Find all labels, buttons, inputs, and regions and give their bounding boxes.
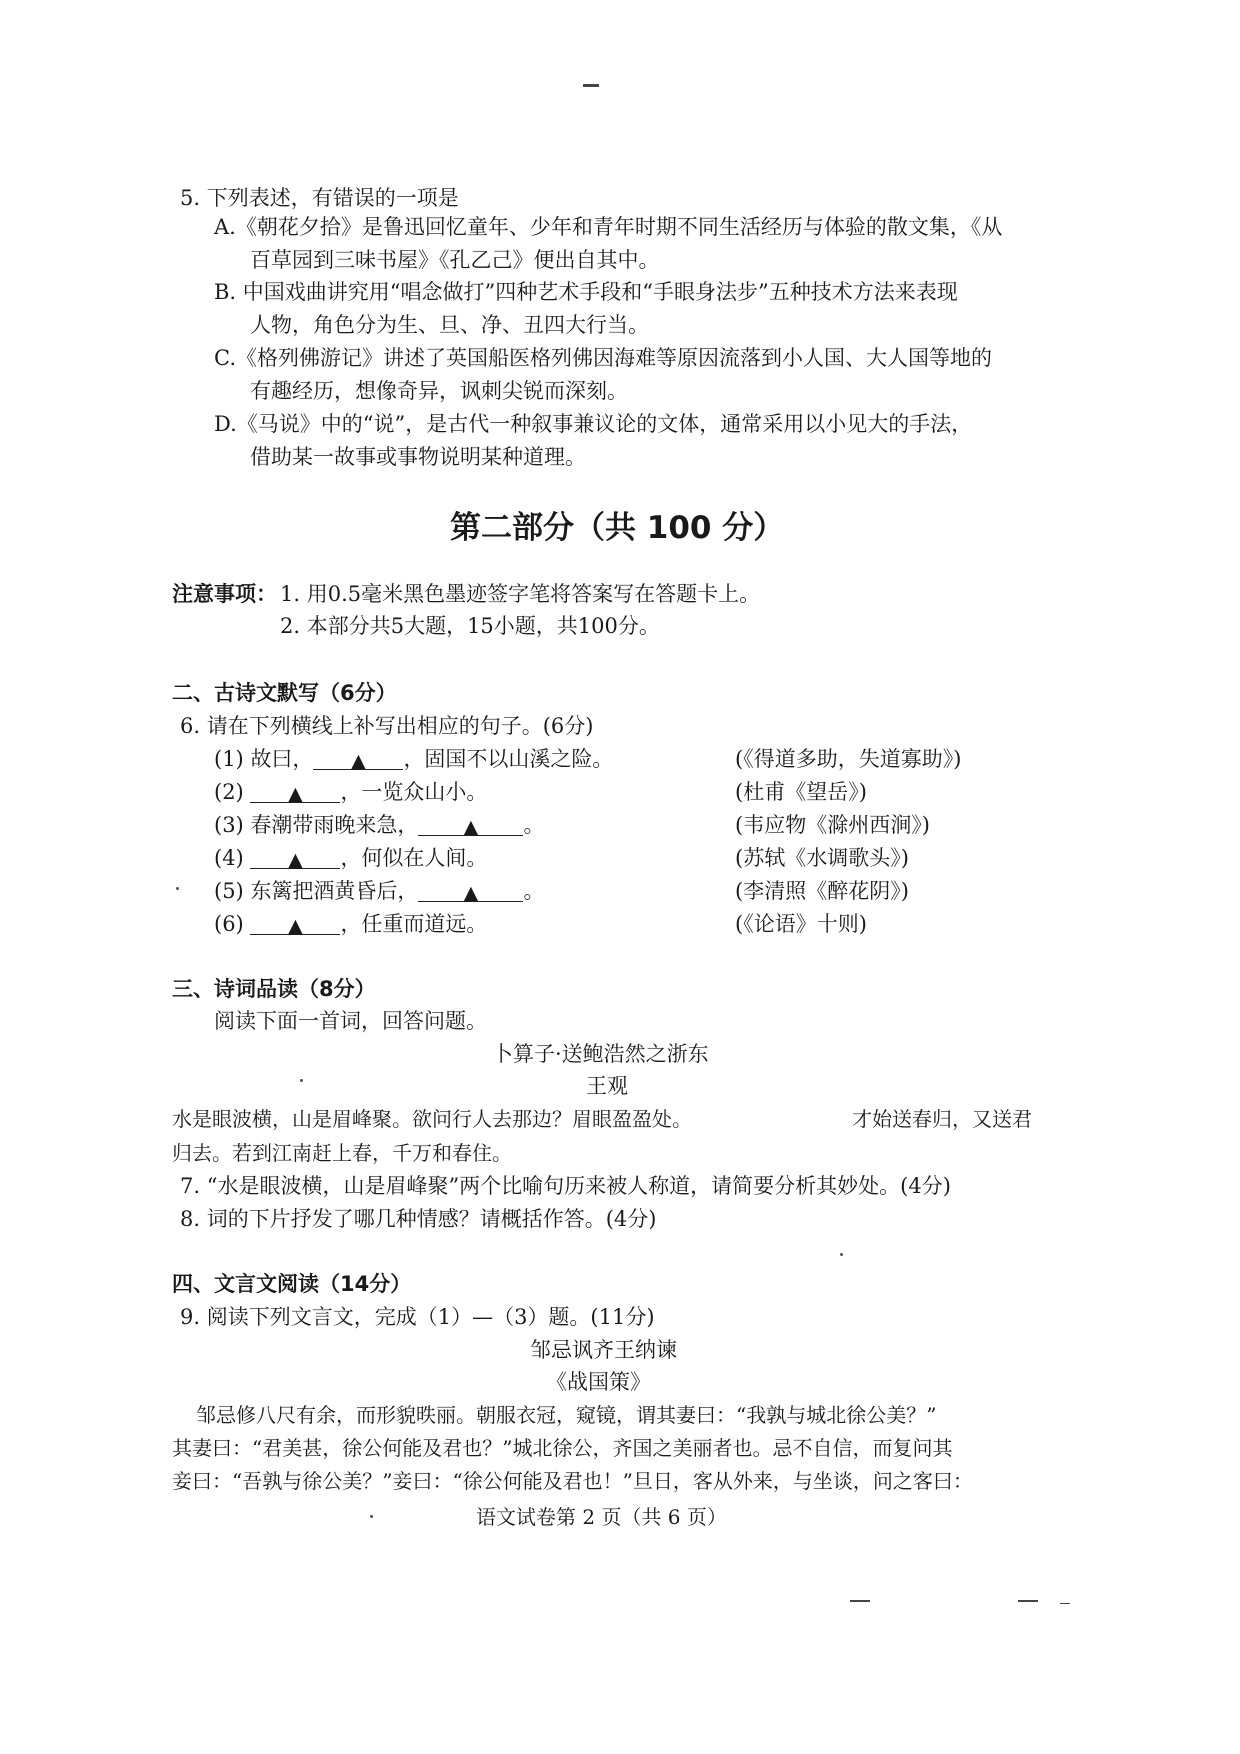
q5-option-d-line2: 借助某一故事或事物说明某种道理。 [250,445,586,469]
q6-source-3: (韦应物《滁州西涧》) [735,813,930,837]
poem-line-1b: 才始送春归，又送君 [852,1107,1032,1131]
poem-line-1a: 水是眼波横，山是眉峰聚。欲问行人去那边？眉眼盈盈处。 [172,1107,692,1131]
item-num: (2) [214,780,244,804]
q6-item-1 [214,743,613,773]
scan-mark [850,1600,870,1602]
q6-stem: 6. 请在下列横线上补写出相应的句子。(6分) [180,714,594,738]
q5-option-b-line2: 人物，角色分为生、旦、净、丑四大行当。 [250,313,649,337]
q5-option-d-line1: D.《马说》中的“说”，是古代一种叙事兼议论的文体，通常采用以小见大的手法， [214,412,973,436]
scan-speck [840,1253,843,1256]
q6-source-2: (杜甫《望岳》) [735,780,867,804]
notes-label: 注意事项： [172,582,277,606]
blank-mark: ▲ [463,882,479,904]
q8: 8. 词的下片抒发了哪几种情感？请概括作答。(4分) [180,1207,657,1231]
text-title: 邹忌讽齐王纳谏 [530,1338,677,1362]
q6-item-5 [214,875,544,905]
answer-blank[interactable] [418,811,523,836]
blank-mark: ▲ [463,816,479,838]
q6-item-6 [214,908,487,938]
part2-title: 第二部分（共 100 分） [450,510,785,546]
item-post: ，任重而道远。 [340,912,488,936]
poem-author: 王观 [586,1074,628,1098]
q5-option-c-line1: C.《格列佛游记》讲述了英国船医格列佛因海难等原因流落到小人国、大人国等地的 [214,346,992,370]
sec2-heading: 二、古诗文默写（6分） [172,681,397,705]
q6-source-1: (《得道多助，失道寡助》) [735,747,962,771]
scan-mark [1060,1603,1070,1604]
item-num: (5) [214,879,244,903]
poem-title: 卜算子·送鲍浩然之浙东 [492,1042,709,1066]
blank-mark: ▲ [288,915,303,937]
q6-item-4 [214,842,487,872]
answer-blank[interactable] [418,877,523,902]
item-num: (1) [214,747,244,771]
q6-item-3 [214,809,544,839]
q5-option-a-line1: A.《朝花夕拾》是鲁迅回忆童年、少年和青年时期不同生活经历与体验的散文集，《从 [214,215,1003,239]
scan-speck [300,1079,303,1082]
text-line-1: 邹忌修八尺有余，而形貌昳丽。朝服衣冠，窥镜，谓其妻曰：“我孰与城北徐公美？” [196,1403,937,1427]
text-source: 《战国策》 [546,1370,651,1394]
q7: 7. “水是眼波横，山是眉峰聚”两个比喻句历来被人称道，请简要分析其妙处。(4分) [180,1174,951,1198]
sec3-heading: 三、诗词品读（8分） [172,977,376,1001]
item-num: (4) [214,846,244,870]
sec3-intro: 阅读下面一首词，回答问题。 [214,1009,487,1033]
note-2: 2. 本部分共5大题，15小题，共100分。 [280,614,660,638]
scan-mark [1018,1600,1038,1602]
blank-mark: ▲ [288,849,303,871]
q6-item-2 [214,776,487,806]
poem-line-2: 归去。若到江南赶上春，千万和春住。 [172,1141,512,1165]
note-1: 1. 用0.5毫米黑色墨迹签字笔将答案写在答题卡上。 [280,582,761,606]
blank-mark: ▲ [288,783,303,805]
q5-stem: 5. 下列表述，有错误的一项是 [180,186,459,210]
q6-source-4: (苏轼《水调歌头》) [735,846,909,870]
answer-blank[interactable] [250,910,340,935]
item-pre: 春潮带雨晚来急， [250,813,419,837]
item-post: ，固国不以山溪之险。 [403,747,614,771]
answer-blank[interactable] [250,844,340,869]
q6-source-5: (李清照《醉花阴》) [735,879,909,903]
item-post: ，一览众山小。 [340,780,488,804]
item-pre: 东篱把酒黄昏后， [250,879,419,903]
q6-source-6: (《论语》十则) [735,912,867,936]
answer-blank[interactable] [250,778,340,803]
q5-option-c-line2: 有趣经历，想像奇异，讽刺尖锐而深刻。 [250,379,628,403]
item-post: 。 [523,879,545,903]
item-post: ，何似在人间。 [340,846,488,870]
item-pre: 故曰， [250,747,314,771]
scan-speck [176,887,179,890]
sec4-heading: 四、文言文阅读（14分） [172,1272,412,1296]
item-num: (6) [214,912,244,936]
blank-mark: ▲ [351,750,366,772]
page-footer: 语文试卷第 2 页（共 6 页） [476,1505,727,1529]
answer-blank[interactable] [313,745,403,770]
top-mark [583,84,599,87]
q5-option-a-line2: 百草园到三味书屋》《孔乙己》便出自其中。 [250,248,660,272]
text-line-3: 妾曰：“吾孰与徐公美？”妾曰：“徐公何能及君也！”旦日，客从外来，与坐谈，问之客曰： [172,1469,973,1493]
q9: 9. 阅读下列文言文，完成（1）—（3）题。(11分) [180,1305,655,1329]
item-num: (3) [214,813,244,837]
q5-option-b-line1: B. 中国戏曲讲究用“唱念做打”四种艺术手段和“手眼身法步”五种技术方法来表现 [214,280,958,304]
scan-speck [370,1515,373,1518]
item-post: 。 [523,813,545,837]
text-line-2: 其妻曰：“君美甚，徐公何能及君也？”城北徐公，齐国之美丽者也。忌不自信，而复问其 [172,1436,953,1460]
